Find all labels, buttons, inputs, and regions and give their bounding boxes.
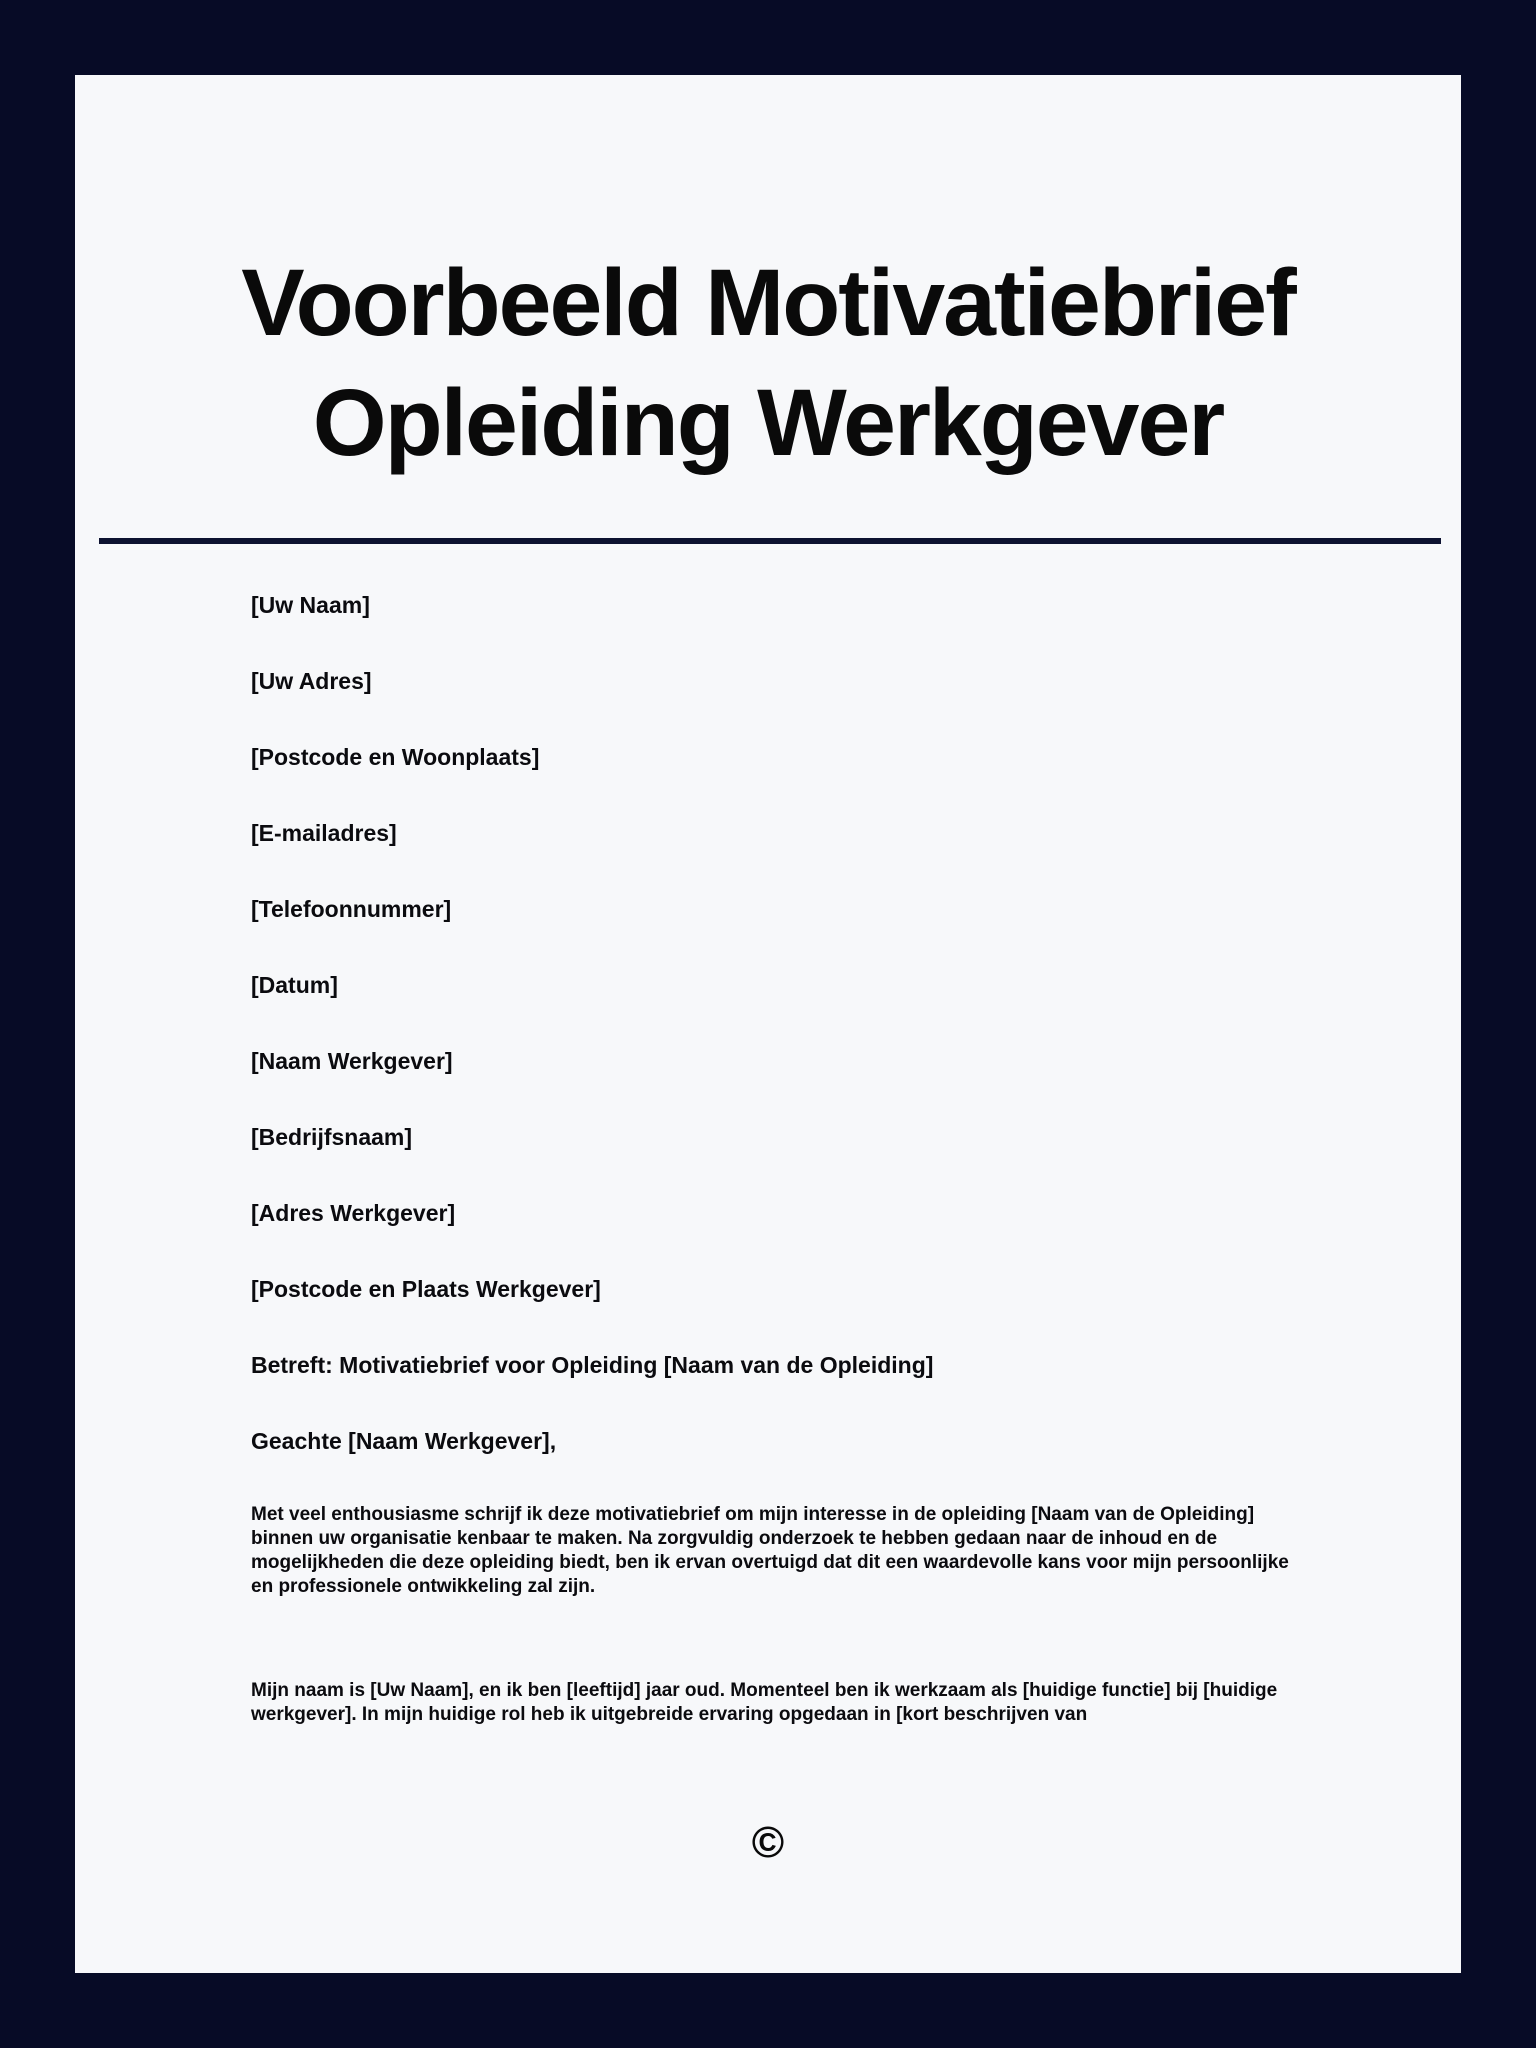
sender-postcode-line: [Postcode en Woonplaats] [251,744,540,770]
sender-phone-line: [Telefoonnummer] [251,896,452,922]
salutation-line: Geachte [Naam Werkgever], [251,1428,557,1454]
recipient-address-line: [Adres Werkgever] [251,1200,456,1226]
sender-email-line: [E-mailadres] [251,820,397,846]
recipient-postcode-line: [Postcode en Plaats Werkgever] [251,1276,601,1302]
recipient-company-line: [Bedrijfsnaam] [251,1124,413,1150]
title-divider [99,538,1441,544]
body-paragraph-2: Mijn naam is [Uw Naam], en ik ben [leeftijd] jaar oud. Momenteel ben ik werkzaam als [huidige functie] bij [huidige werkgever]. In mijn huidige rol heb ik uitgebreide ervaring opgedaan in [kort beschrijven van [251,1680,1278,1725]
sender-address-line: [Uw Adres] [251,668,372,694]
copyright-icon: © [751,1818,785,1867]
page-title: Voorbeeld Motivatiebrief Opleiding Werkgever [241,250,1295,476]
body-paragraph-1: Met veel enthousiasme schrijf ik deze motivatiebrief om mijn interesse in de opleiding [Naam van de Opleiding] binnen uw organisatie kenbaar te maken. Na zorgvuldig onderzoek te hebben gedaan naar de inhoud en de mogelijkheden die deze opleiding biedt, ben ik ervan overtuigd dat dit een waardevolle kans voor mijn persoonlijke en professionele ontwikkeling zal zijn. [251,1504,1289,1597]
subject-line: Betreft: Motivatiebrief voor Opleiding [Naam van de Opleiding] [251,1352,934,1378]
recipient-name-line: [Naam Werkgever] [251,1048,453,1074]
sender-name-line: [Uw Naam] [251,592,370,618]
letter-body [251,591,1296,1727]
letter-page [75,75,1461,1973]
sender-date-line: [Datum] [251,972,338,998]
